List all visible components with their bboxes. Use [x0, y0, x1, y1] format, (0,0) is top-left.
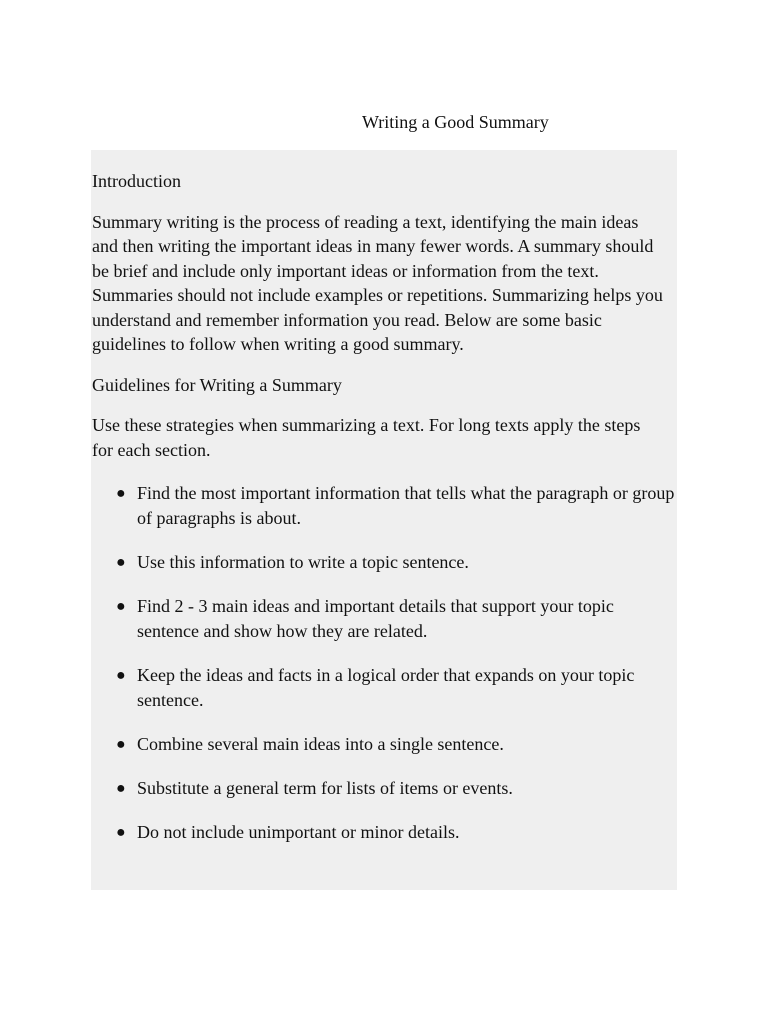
intro-paragraph: Summary writing is the process of reading a text, identifying the main ideas and then writing the important ideas in many fewer words. A summary should be brief and include only important ideas or information from the text. Summaries should not include examples or repetitions. Summarizing helps you understand and remember information you read. Below are some basic guidelines to follow when writing a good summary.	[92, 211, 663, 354]
bullet-icon: ●	[116, 598, 126, 615]
list-item	[92, 594, 677, 644]
intro-heading: Introduction	[92, 171, 181, 191]
guidelines-paragraph: Use these strategies when summarizing a text. For long texts apply the steps for each section.	[92, 415, 641, 460]
bullet-icon: ●	[116, 736, 126, 753]
list-item	[92, 732, 677, 757]
list-item-text: Do not include unimportant or minor details.	[137, 822, 460, 842]
list-item-text: Substitute a general term for lists of items or events.	[137, 778, 513, 798]
list-item	[92, 820, 677, 845]
bullet-icon: ●	[116, 667, 126, 684]
list-item-text: Combine several main ideas into a single sentence.	[137, 734, 504, 754]
list-item-text: Keep the ideas and facts in a logical order that expands on your topic sentence.	[137, 665, 635, 710]
bullet-icon: ●	[116, 554, 126, 571]
list-item-text: Use this information to write a topic sentence.	[137, 552, 469, 572]
list-item	[92, 776, 677, 801]
guidelines-heading: Guidelines for Writing a Summary	[92, 374, 342, 395]
document-title: Writing a Good Summary	[362, 112, 549, 132]
list-item-text: Find 2 - 3 main ideas and important details that support your topic sentence and show how they are related.	[137, 596, 614, 641]
guidelines-list	[92, 481, 677, 845]
list-item	[92, 481, 677, 531]
list-item	[92, 663, 677, 713]
bullet-icon: ●	[116, 824, 126, 841]
list-item	[92, 550, 677, 575]
bullet-icon: ●	[116, 485, 126, 502]
content-box	[91, 150, 677, 890]
list-item-text: Find the most important information that tells what the paragraph or group of paragraphs is about.	[137, 483, 675, 528]
bullet-icon: ●	[116, 780, 126, 797]
